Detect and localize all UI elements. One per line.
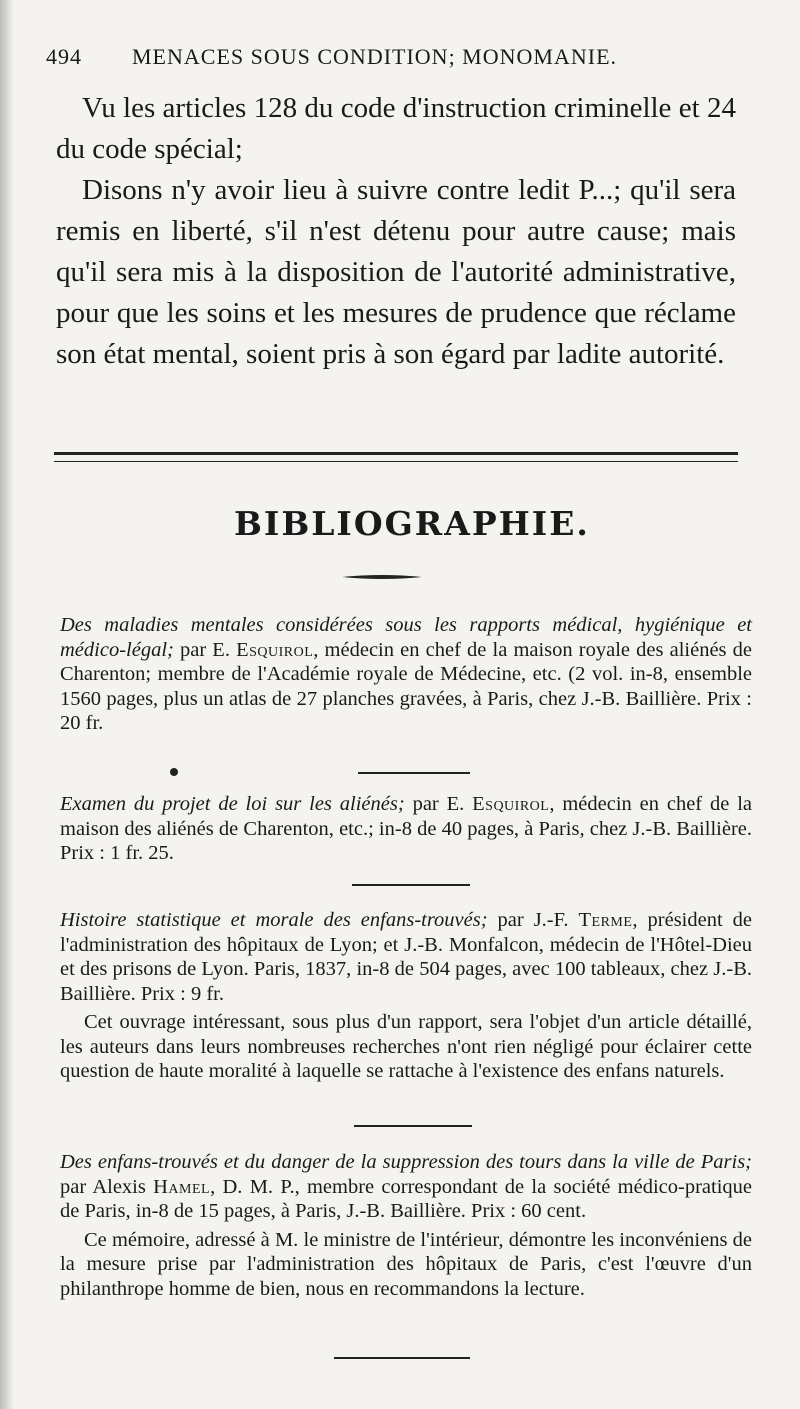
entry-author: Esquirol <box>236 638 314 661</box>
entry-separator <box>354 1125 472 1127</box>
judgment-text <box>56 88 736 375</box>
entry-details: , D. M. P., membre correspondant de la société médico-pratique de Paris, in-8 de 15 pages, à Paris, J.-B. Baillière. Prix : 60 cent. <box>60 1175 753 1222</box>
running-title: MENACES SOUS CONDITION; MONOMANIE. <box>132 44 618 69</box>
entry-note: Cet ouvrage intéressant, sous plus d'un rapport, sera l'objet d'un article détaillé, les auteurs dans leurs nombreuses recherches n'ont rien négligé pour éclairer cette question de haute moralité à laquelle se rattache à l'existence des enfans naturels. <box>60 1011 752 1082</box>
entry-author: Esquirol <box>472 793 550 815</box>
double-rule-divider <box>54 452 738 462</box>
entry-reference <box>60 792 752 866</box>
entry-title: Des enfans-trouvés et du danger de la suppression des tours dans la ville de Paris; <box>60 1151 752 1173</box>
running-header <box>46 44 746 78</box>
entry-details: , président de l'administration des hôpitaux de Lyon; et J.-B. Monfalcon, médecin de l'Hôtel-Dieu et des prisons de Lyon. Paris, 1837, in-8 de 504 pages, avec 100 tableaux, chez J.-B. Baillière. Prix : 9 fr. <box>60 909 752 1005</box>
entry-reference <box>60 908 752 1006</box>
entry-note: Ce mémoire, adressé à M. le ministre de l'intérieur, démontre les inconvéniens de la mesure prise par l'administration des hôpitaux de Paris, c'est l'œuvre d'un philanthrope homme de bien, nous en recommandons la lecture. <box>60 1228 752 1300</box>
page-edge-shadow <box>0 0 14 1409</box>
entry-details: , médecin en chef de la maison royale des aliénés de Charenton; membre de l'Académie royale de Médecine, etc. (2 vol. in-8, ensemble 1560 pages, plus un atlas de 27 planches gravées, à Paris, chez J.-B. Baillière. Prix : 20 fr. <box>60 638 753 734</box>
bibliography-entry <box>60 908 752 1084</box>
body-paragraph-2: Disons n'y avoir lieu à suivre contre ledit P...; qu'il sera remis en liberté, s'il n'est détenu pour autre cause; mais qu'il sera mis à la disposition de l'autorité administrative, pour que les soins et les mesures de prudence que réclame son état mental, soient pris à son égard par ladite autorité. <box>56 174 736 370</box>
entry-by: par E. <box>179 638 230 661</box>
entry-author: Hamel <box>153 1175 211 1198</box>
entry-by: par J.-F. <box>497 909 569 931</box>
entry-title: Examen du projet de loi sur les aliénés; <box>60 793 405 815</box>
entry-by: par Alexis <box>60 1175 146 1198</box>
entry-details: , médecin en chef de la maison des aliénés de Charenton, etc.; in-8 de 40 pages, à Paris, chez J.-B. Baillière. Prix : 1 fr. 25. <box>60 793 753 864</box>
bibliography-entry <box>60 613 752 736</box>
bibliography-entry <box>60 1150 752 1301</box>
entry-separator <box>352 884 470 886</box>
body-paragraph-1: Vu les articles 128 du code d'instruction criminelle et 24 du code spécial; <box>56 92 736 165</box>
ornament-divider <box>342 574 422 580</box>
bibliography-entry <box>60 792 752 866</box>
end-separator <box>334 1357 470 1359</box>
entry-title: Histoire statistique et morale des enfans-trouvés; <box>60 909 488 931</box>
ink-spot <box>170 768 178 776</box>
entry-author: Terme <box>578 909 633 931</box>
section-title: BIBLIOGRAPHIE. <box>234 504 590 543</box>
page-number: 494 <box>46 44 82 69</box>
entry-title: Des maladies mentales considérées sous les rapports médical, hygiénique et médico-légal; <box>60 614 752 661</box>
entry-by: par E. <box>412 793 465 815</box>
entry-reference <box>60 613 752 736</box>
entry-reference <box>60 1150 752 1224</box>
entry-separator <box>358 772 470 774</box>
